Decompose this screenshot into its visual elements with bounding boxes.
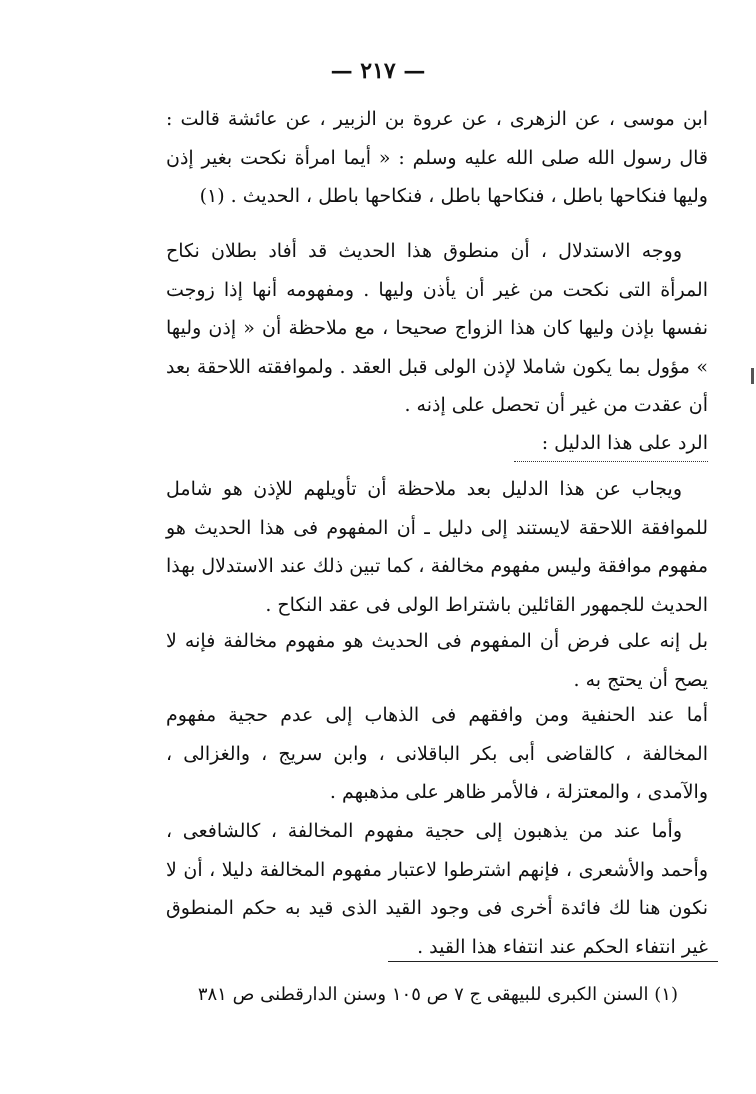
rebuttal-paragraph-2: بل إنه على فرض أن المفهوم فى الحديث هو مفهوم مخالفة فإنه لا يصح أن يحتج به . bbox=[166, 630, 708, 691]
heading-underline bbox=[514, 461, 708, 462]
page-number: — ٢١٧ — bbox=[330, 58, 426, 84]
footnote-divider bbox=[388, 961, 718, 962]
rebuttal-paragraph-4: وأما عند من يذهبون إلى حجية مفهوم المخالفة ، كالشافعى ، وأحمد والأشعرى ، فإنهم اشترطوا لاعتبار مفهوم المخالفة دليلا ، أن لا نكون هنا لك فائدة أخرى فى وجود القيد الذى قيد به حكم المنطوق غير انتفاء الحكم عند انتفاء هذا القيد . bbox=[166, 820, 708, 958]
inference-paragraph: ووجه الاستدلال ، أن منطوق هذا الحديث قد أفاد بطلان نكاح المرأة التى نكحت من غير أن يأذن وليها . ومفهومه أنها إذا زوجت نفسها بإذن وليها كان هذا الزواج صحيحا ، مع ملاحظة أن « إذن وليها » مؤول بما يكون شاملا لإذن الولى قبل العقد . ولموافقته اللاحقة بعد أن عقدت من غير أن تحصل على إذنه . bbox=[166, 240, 708, 416]
footnote: (١) السنن الكبرى للبيهقى ج ٧ ص ١٠٥ وسنن الدارقطنى ص ٣٨١ bbox=[197, 984, 678, 1005]
rebuttal-paragraph-1: ويجاب عن هذا الدليل بعد ملاحظة أن تأويلهم للإذن هو شامل للموافقة اللاحقة لايستند إلى دليل ـ أن المفهوم فى هذا الحديث هو مفهوم موافقة وليس مفهوم مخالفة ، كما تبين ذلك عند الاستدلال بهذا الحديث للجمهور القائلين باشتراط الولى فى عقد النكاح . bbox=[166, 478, 708, 616]
hadith-paragraph: ابن موسى ، عن الزهرى ، عن عروة بن الزبير ، عن عائشة قالت : قال رسول الله صلى الله عليه وسلم : « أيما امرأة نكحت بغير إذن وليها فنكاحها باطل ، فنكاحها باطل ، فنكاحها باطل ، الحديث . (١) bbox=[166, 108, 708, 207]
section-heading: الرد على هذا الدليل : bbox=[541, 432, 708, 454]
margin-scan-mark bbox=[751, 368, 754, 384]
rebuttal-paragraph-3: أما عند الحنفية ومن وافقهم فى الذهاب إلى عدم حجية مفهوم المخالفة ، كالقاضى أبى بكر الباقلانى ، وابن سريج ، والغزالى ، والآمدى ، والمعتزلة ، فالأمر ظاهر على مذهبهم . bbox=[166, 704, 708, 803]
